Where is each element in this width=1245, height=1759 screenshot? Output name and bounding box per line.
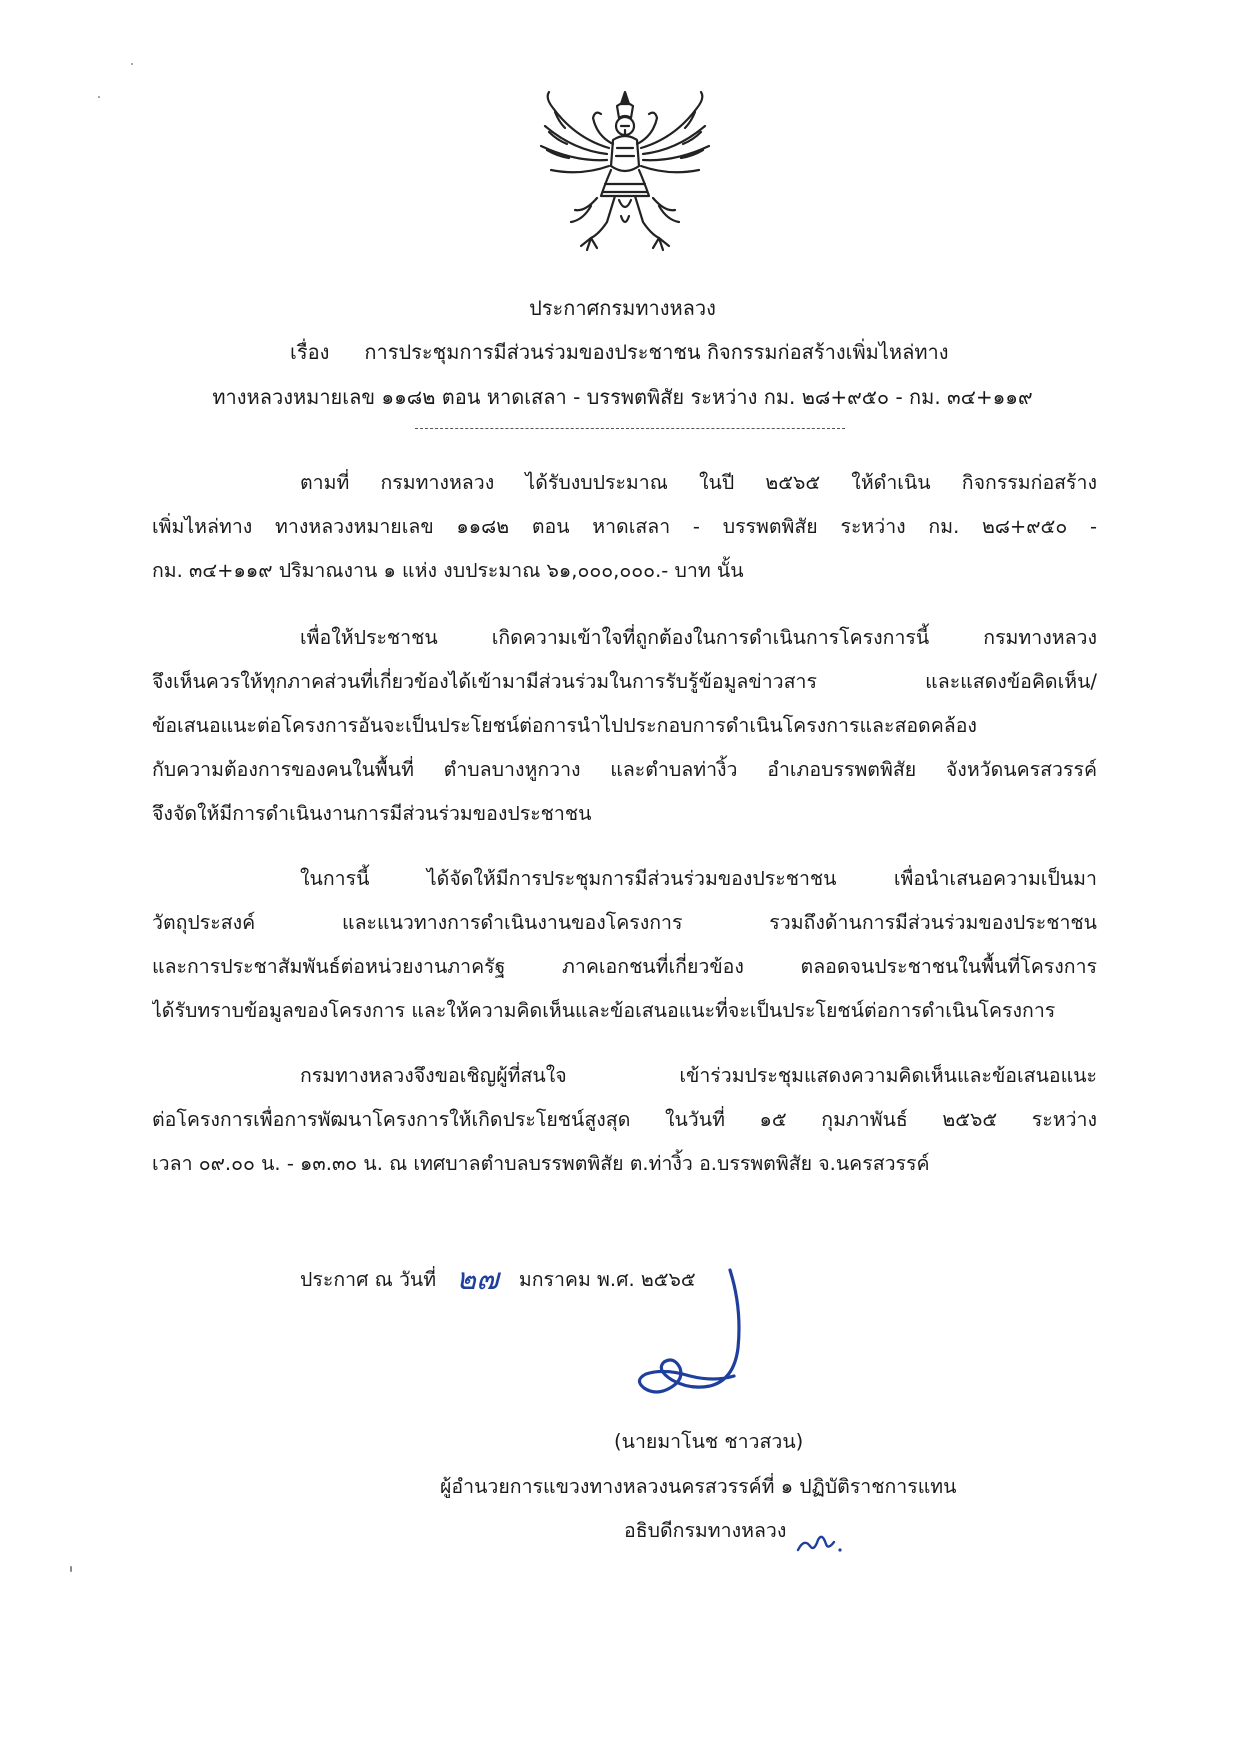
subject-line: [290, 338, 949, 366]
paragraph-line: กม. ๓๔+๑๑๙ ปริมาณงาน ๑ แห่ง งบประมาณ ๖๑,๐๐๐,๐๐๐.- บาท นั้น: [152, 559, 744, 582]
scan-speck: [70, 1566, 72, 1572]
paragraph-line: กับความต้องการของคนในพื้นที่ ตำบลบางหูกวาง และตำบลท่างิ้ว อำเภอบรรพตพิสัย จังหวัดนครสวรรค์: [152, 758, 1097, 781]
paragraph-3: [152, 857, 1097, 1033]
paragraph-line: เวลา ๐๙.๐๐ น. - ๑๓.๓๐ น. ณ เทศบาลตำบลบรรพตพิสัย ต.ท่างิ้ว อ.บรรพตพิสัย จ.นครสวรรค์: [152, 1152, 930, 1175]
paragraph-line: ตามที่ กรมทางหลวง ได้รับงบประมาณ ในปี ๒๕๖๕ ให้ดำเนิน กิจกรรมก่อสร้าง: [300, 471, 1097, 494]
garuda-emblem-icon: [535, 88, 715, 260]
signatory-organization: อธิบดีกรมทางหลวง: [624, 1519, 787, 1542]
paragraph-line: วัตถุประสงค์ และแนวทางการดำเนินงานของโครงการ รวมถึงด้านการมีส่วนร่วมของประชาชน: [152, 911, 1097, 934]
paragraph-1: [152, 461, 1097, 593]
announcement-title: ประกาศกรมทางหลวง: [529, 296, 716, 320]
paragraph-line: ได้รับทราบข้อมูลของโครงการ และให้ความคิดเห็นและข้อเสนอแนะที่จะเป็นประโยชน์ต่อการดำเนินโครงการ: [152, 999, 1056, 1022]
paragraph-line: และการประชาสัมพันธ์ต่อหน่วยงานภาครัฐ ภาคเอกชนที่เกี่ยวข้อง ตลอดจนประชาชนในพื้นที่โครงการ: [152, 955, 1097, 978]
paragraph-2: [152, 616, 1097, 836]
subject-label: เรื่อง: [290, 340, 330, 364]
scan-speck: [98, 96, 100, 98]
paragraph-line: กรมทางหลวงจึงขอเชิญผู้ที่สนใจ เข้าร่วมประชุมแสดงความคิดเห็นและข้อเสนอแนะ: [300, 1064, 1097, 1087]
handwritten-day: ๒๗: [456, 1262, 499, 1297]
signatory-position: ผู้อำนวยการแขวงทางหลวงนครสวรรค์ที่ ๑ ปฏิบัติราชการแทน: [440, 1475, 957, 1498]
initial-mark-icon: [794, 1526, 844, 1556]
header-separator: [415, 428, 845, 429]
subject-text: การประชุมการมีส่วนร่วมของประชาชน กิจกรรมก่อสร้างเพิ่มไหล่ทาง: [364, 340, 949, 364]
route-line: ทางหลวงหมายเลข ๑๑๘๒ ตอน หาดเสลา - บรรพตพิสัย ระหว่าง กม. ๒๘+๙๕๐ - กม. ๓๔+๑๑๙: [212, 385, 1033, 409]
paragraph-line: เพิ่มไหล่ทาง ทางหลวงหมายเลข ๑๑๘๒ ตอน หาดเสลา - บรรพตพิสัย ระหว่าง กม. ๒๘+๙๕๐ -: [152, 515, 1097, 538]
signatory-name: (นายมาโนช ชาวสวน): [614, 1430, 804, 1453]
signature-icon: [630, 1268, 780, 1418]
scan-speck: [131, 63, 133, 65]
paragraph-4: [152, 1054, 1097, 1186]
paragraph-line: ข้อเสนอแนะต่อโครงการอันจะเป็นประโยชน์ต่อการนำไปประกอบการดำเนินโครงการและสอดคล้อง: [152, 714, 977, 737]
date-prefix: ประกาศ ณ วันที่: [300, 1268, 437, 1291]
date-suffix: มกราคม พ.ศ. ๒๕๖๕: [518, 1268, 696, 1291]
paragraph-line: จึงจัดให้มีการดำเนินงานการมีส่วนร่วมของประชาชน: [152, 802, 592, 825]
paragraph-line: ต่อโครงการเพื่อการพัฒนาโครงการให้เกิดประโยชน์สูงสุด ในวันที่ ๑๕ กุมภาพันธ์ ๒๕๖๕ ระหว่าง: [152, 1108, 1097, 1131]
paragraph-line: จึงเห็นควรให้ทุกภาคส่วนที่เกี่ยวข้องได้เข้ามามีส่วนร่วมในการรับรู้ข้อมูลข่าวสาร และแสดงข้อคิดเห็น/: [152, 670, 1097, 693]
paragraph-line: ในการนี้ ได้จัดให้มีการประชุมการมีส่วนร่วมของประชาชน เพื่อนำเสนอความเป็นมา: [300, 867, 1097, 890]
paragraph-line: เพื่อให้ประชาชน เกิดความเข้าใจที่ถูกต้องในการดำเนินการโครงการนี้ กรมทางหลวง: [300, 626, 1097, 649]
